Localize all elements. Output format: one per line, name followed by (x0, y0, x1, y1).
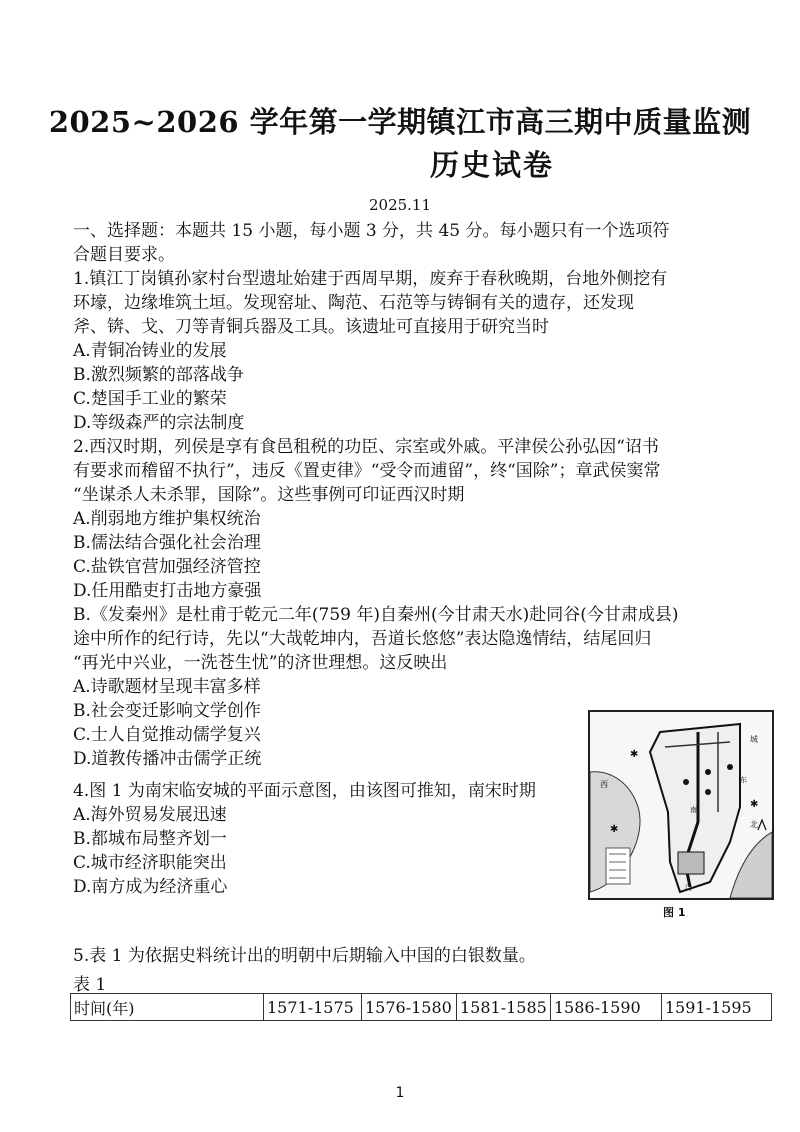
table-cell: 时间(年) (71, 994, 264, 1021)
option-d[interactable]: D.道教传播冲击儒学正统 (73, 749, 262, 769)
question-stem-line: 1.镇江丁岗镇孙家村台型遗址始建于西周早期，废弃于春秋晚期，台地外侧挖有 (73, 269, 668, 289)
option-c[interactable]: C.士人自觉推动儒学复兴 (73, 725, 261, 745)
market-marker (705, 769, 711, 775)
palace-block (678, 852, 704, 874)
instruction-line: 一、选择题：本题共 15 小题，每小题 3 分，共 45 分。每小题只有一个选项符 (73, 221, 670, 241)
map-label: 门 (685, 884, 692, 892)
question-stem-line: B.《发秦州》是杜甫于乾元二年(759 年)自秦州(今甘肃天水)赴同谷(今甘肃成县) (73, 605, 679, 625)
exam-date: 2025.11 (368, 196, 432, 214)
option-b[interactable]: B.儒法结合强化社会治理 (73, 533, 261, 553)
instruction-line: 合题目要求。 (73, 245, 175, 265)
star-mark: ✱ (750, 799, 759, 810)
map-legend (606, 848, 630, 884)
silver-import-table (70, 993, 772, 1021)
table-cell: 1581-1585 (457, 994, 551, 1021)
star-mark: ✱ (610, 824, 619, 835)
page-number: 1 (395, 1085, 405, 1101)
option-b[interactable]: B.社会变迁影响文学创作 (73, 701, 261, 721)
question-stem-line: “再光中兴业，一洗苍生忧”的济世理想。这反映出 (73, 653, 448, 673)
table-cell: 1576-1580 (362, 994, 457, 1021)
table-cell: 1571-1575 (264, 994, 362, 1021)
question-stem-line: 5.表 1 为依据史料统计出的明朝中后期输入中国的白银数量。 (73, 946, 536, 966)
section-instructions (73, 219, 738, 267)
market-marker (727, 764, 733, 770)
figure-1-map (588, 710, 774, 900)
market-marker (705, 789, 711, 795)
question-stem-line: 途中所作的纪行诗，先以“大哉乾坤内，吾道长悠悠”表达隐逸情结，结尾回归 (73, 629, 652, 649)
option-c[interactable]: C.盐铁官营加强经济管控 (73, 557, 261, 577)
table-label: 表 1 (73, 975, 107, 995)
figure-caption: 图 1 (663, 906, 686, 919)
option-c[interactable]: C.楚国手工业的繁荣 (73, 389, 227, 409)
north-arrow-icon (758, 820, 766, 830)
map-label: 东 (740, 776, 747, 784)
option-a[interactable]: A.削弱地方维护集权统治 (73, 509, 261, 529)
question-stem-line: 2.西汉时期，列侯是享有食邑租税的功臣、宗室或外戚。平津侯公孙弘因“诏书 (73, 437, 659, 457)
option-d[interactable]: D.南方成为经济重心 (73, 877, 228, 897)
table-cell: 1591-1595 (661, 994, 771, 1021)
exam-title: 2025~2026 学年第一学期镇江市高三期中质量监测 (48, 105, 752, 139)
question-stem-line: 有要求而稽留不执行”，违反《置吏律》“受令而逋留”，终“国除”；章武侯窦常 (73, 461, 661, 481)
question-stem-line: 环壕，边缘堆筑土垣。发现窑址、陶范、石范等与铸铜有关的遗存，还发现 (73, 293, 634, 313)
question-1 (73, 267, 738, 435)
table-row (71, 994, 772, 1021)
question-stem-line: 斧、锛、戈、刀等青铜兵器及工具。该遗址可直接用于研究当时 (73, 317, 549, 337)
map-label: 西 (600, 780, 608, 789)
river-shape (730, 832, 772, 898)
exam-subtitle: 历史试卷 (430, 148, 555, 182)
option-d[interactable]: D.等级森严的宗法制度 (73, 413, 245, 433)
option-b[interactable]: B.激烈频繁的部落战争 (73, 365, 244, 385)
question-5 (73, 944, 738, 968)
option-b[interactable]: B.都城布局整齐划一 (73, 829, 227, 849)
option-a[interactable]: A.诗歌题材呈现丰富多样 (73, 677, 261, 697)
question-stem-line: “坐谋杀人未杀罪，国除”。这些事例可印证西汉时期 (73, 485, 465, 505)
map-label: 城 (750, 735, 758, 744)
star-mark: ✱ (630, 749, 639, 760)
option-a[interactable]: A.海外贸易发展迅速 (73, 805, 227, 825)
option-c[interactable]: C.城市经济职能突出 (73, 853, 227, 873)
option-d[interactable]: D.任用酷吏打击地方豪强 (73, 581, 262, 601)
north-label: 北 (750, 820, 758, 829)
question-2 (73, 435, 738, 603)
map-drawing (590, 712, 772, 898)
market-marker (683, 779, 689, 785)
question-stem-line: 4.图 1 为南宋临安城的平面示意图，由该图可推知，南宋时期 (73, 781, 536, 801)
table-cell: 1586-1590 (550, 994, 661, 1021)
question-4 (73, 779, 583, 899)
map-label: 南 (690, 806, 697, 814)
option-a[interactable]: A.青铜冶铸业的发展 (73, 341, 227, 361)
